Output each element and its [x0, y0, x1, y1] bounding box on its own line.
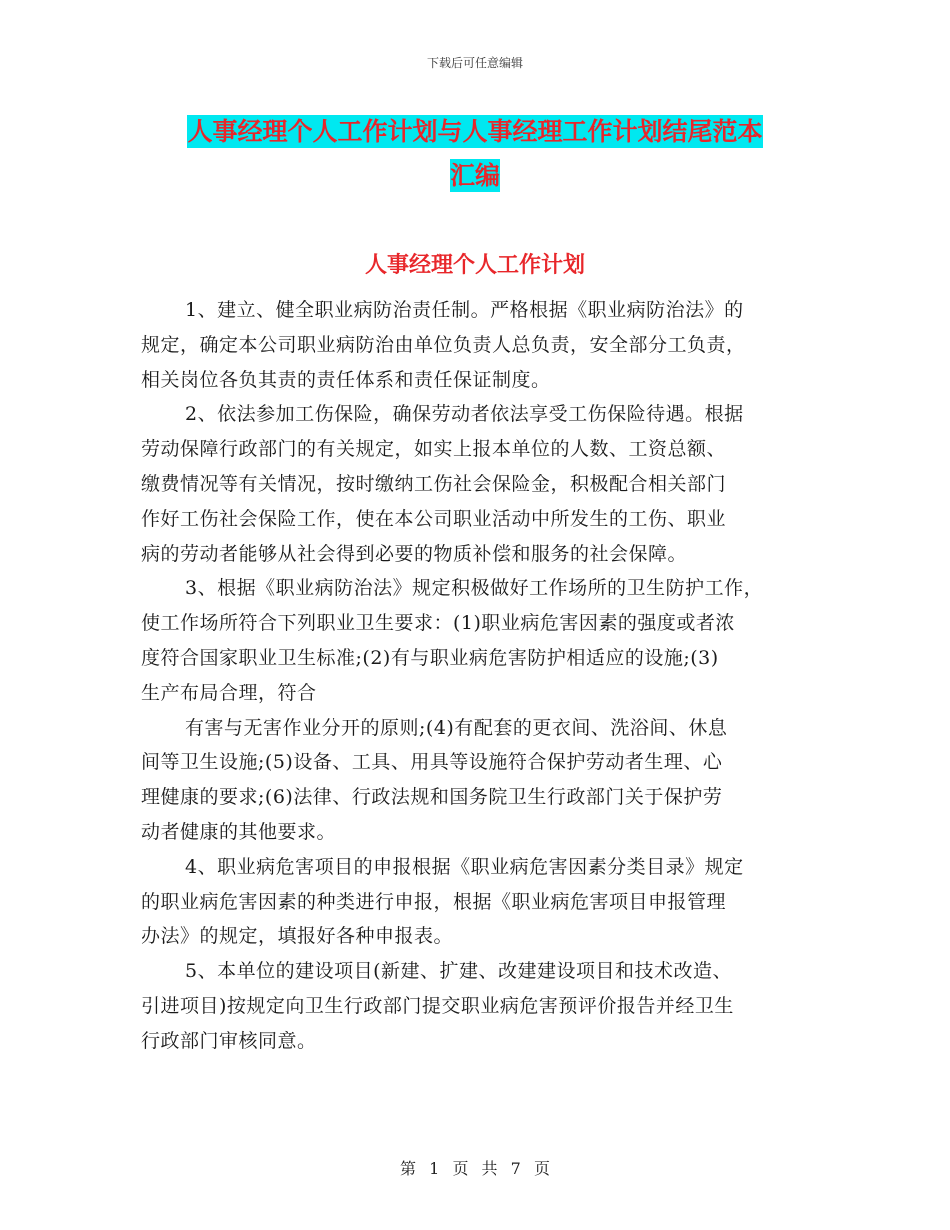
body-line: 4、职业病危害项目的申报根据《职业病危害因素分类目录》规定 [185, 855, 744, 878]
section-title: 人事经理个人工作计划 [364, 253, 585, 278]
body-line: 2、依法参加工伤保险，确保劳动者依法享受工伤保险待遇。根据 [185, 403, 744, 426]
body-line: 办法》的规定，填报好各种申报表。 [141, 925, 454, 948]
footer-prefix: 第 [400, 1159, 417, 1178]
body-line: 1、建立、健全职业病防治责任制。严格根据《职业病防治法》的 [185, 299, 744, 321]
body-line: 5、本单位的建设项目(新建、扩建、改建建设项目和技术改造、 [185, 960, 733, 983]
footer-suffix: 页 [533, 1159, 550, 1178]
body-line: 作好工伤社会保险工作，使在本公司职业活动中所发生的工伤、职业 [141, 507, 727, 530]
body-line: 规定，确定本公司职业病防治由单位负责人总负责，安全部分工负责， [141, 333, 746, 356]
body-line: 有害与无害作业分开的原则;(4)有配套的更衣间、洗浴间、休息 [185, 716, 728, 739]
body-line: 行政部门审核同意。 [141, 1029, 317, 1052]
footer-page-number: 1 [429, 1159, 440, 1178]
body-line: 相关岗位各负其责的责任体系和责任保证制度。 [141, 368, 551, 391]
header-note: 下载后可任意编辑 [426, 56, 523, 70]
body-text [141, 293, 811, 1059]
body-line: 引进项目)按规定向卫生行政部门提交职业病危害预评价报告并经卫生 [141, 994, 734, 1017]
footer-total-pages: 7 [510, 1159, 521, 1178]
body-line: 的职业病危害因素的种类进行申报，根据《职业病危害项目申报管理 [141, 890, 727, 913]
document-title [0, 110, 950, 198]
body-line: 缴费情况等有关情况，按时缴纳工伤社会保险金，积极配合相关部门 [141, 472, 727, 495]
body-line: 3、根据《职业病防治法》规定积极做好工作场所的卫生防护工作， [185, 577, 764, 600]
body-line: 度符合国家职业卫生标准;(2)有与职业病危害防护相适应的设施;(3) [141, 646, 719, 669]
title-line-2: 汇编 [449, 161, 500, 190]
body-line: 动者健康的其他要求。 [141, 820, 337, 843]
page-footer [0, 1156, 950, 1179]
body-line: 劳动保障行政部门的有关规定，如实上报本单位的人数、工资总额、 [141, 438, 727, 461]
footer-mid2: 共 [481, 1159, 498, 1178]
body-line: 使工作场所符合下列职业卫生要求：(1)职业病危害因素的强度或者浓 [141, 612, 735, 635]
body-line: 理健康的要求;(6)法律、行政法规和国务院卫生行政部门关于保护劳 [141, 786, 723, 809]
title-line-1: 人事经理个人工作计划与人事经理工作计划结尾范本 [187, 117, 763, 146]
footer-mid1: 页 [452, 1159, 469, 1178]
body-line: 病的劳动者能够从社会得到必要的物质补偿和服务的社会保障。 [141, 542, 688, 565]
body-line: 间等卫生设施;(5)设备、工具、用具等设施符合保护劳动者生理、心 [141, 751, 723, 774]
body-line: 生产布局合理，符合 [141, 681, 317, 704]
